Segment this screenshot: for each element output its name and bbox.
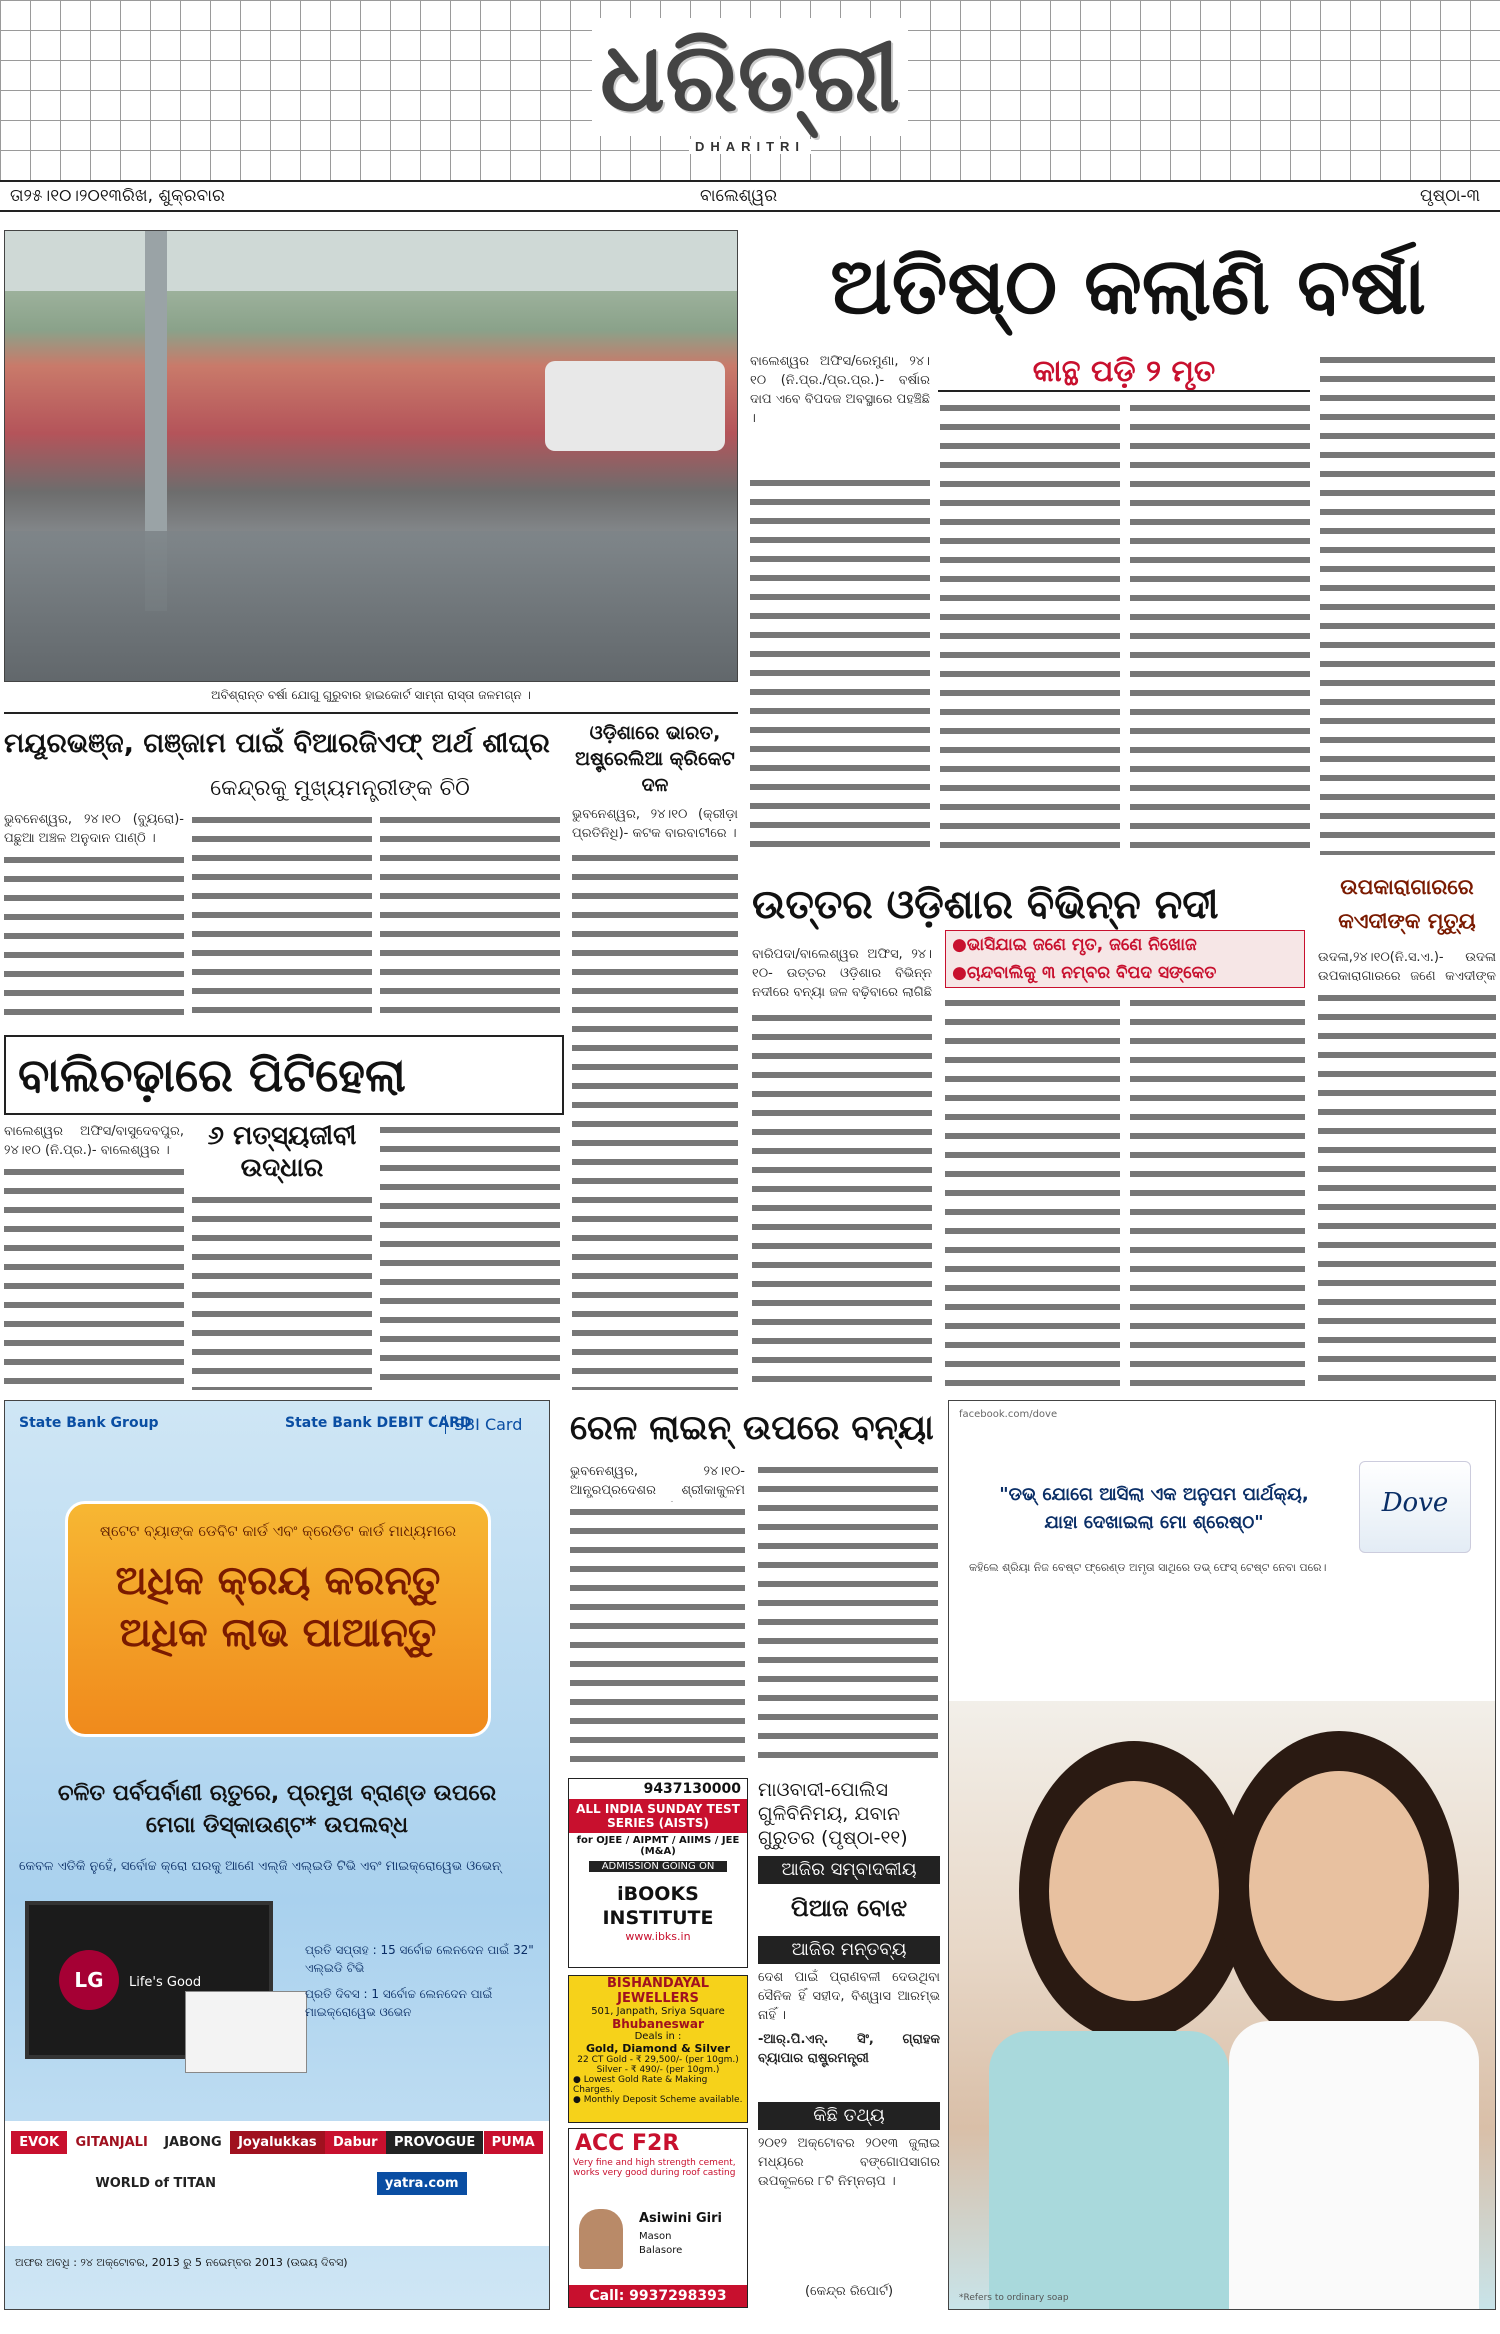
aists-url: www.ibks.in [625,1930,691,1943]
sbi-offer-panel [65,1501,491,1737]
brand-list [5,2121,549,2205]
lg-tagline: Life's Good [129,1975,202,1990]
river-headline: ଉତ୍ତର ଓଡ଼ିଶାର ବିଭିନ୍ନ ନଦୀ [752,882,1219,928]
cm-column-3 [380,812,560,1022]
dove-quote: "ଡଭ୍ ଯୋଗେ ଆସିଲା ଏକ ଅନୁପମ ପାର୍ଥକ୍ୟ, ଯାହା ଦେଖାଇଲା ମୋ ଶ୍ରେଷ୍ଠ" [999,1484,1309,1533]
sbi-group: State Bank Group [19,1415,159,1431]
f2r-call: Call: 9937298393 [569,2285,747,2307]
lead-photo[interactable] [4,230,738,682]
brand-strip [5,2121,549,2246]
rail-column-2 [758,1462,938,1770]
brand-jabong: JABONG [164,2135,222,2150]
model-right-face [1249,1771,1429,2001]
sidebar-label-facts: କିଛି ତଥ୍ୟ [758,2102,940,2130]
sidebar-editorial[interactable]: ପିଆଜ ବୋଝ [790,1894,908,1922]
newspaper-logo[interactable] [560,18,940,168]
aists-exams: for OJEE / AIPMT / AIIMS / JEE (M&A) [576,1835,740,1857]
sidebar-facts-author: (କେନ୍ଦ୍ର ରିପୋର୍ଟ) [804,2284,894,2299]
jail-headline: ଉପକାରାଗାରରେ କଏଦୀଙ୍କ ମୃତ୍ୟୁ [1338,875,1476,933]
cricket-dateline: ଭୁବନେଶ୍ୱର, ୨୪।୧୦ (କ୍ରୀଡ଼ା ପ୍ରତିନିଧି)- କଟକ ବାରବାଟୀରେ । [572,807,738,841]
brand-gitanjali: GITANJALI [75,2135,148,2150]
model-right-top [1229,2021,1479,2310]
river-dateline: ବାରିପଦା/ବାଲେଶ୍ୱର ଅଫିସ, ୨୪।୧୦- ଉତ୍ତର ଓଡ଼ିଶାର ବିଭିନ୍ନ ନଦୀରେ ବନ୍ୟା ଜଳ ବଢ଼ିବାରେ ଲାଗିଛି [752,947,932,1000]
lead-subhead: କାନ୍ଥ ପଡ଼ି ୨ ମୃତ [938,352,1310,392]
lead-column-3 [1130,400,1310,855]
jail-dateline: ଉଦଳା,୨୪।୧୦(ନି.ସ.ଏ.)- ଉଦଳା ଉପକାରାଗାରରେ ଜଣେ କଏଦୀଙ୍କ [1318,950,1496,984]
cm-subhead: କେନ୍ଦ୍ରକୁ ମୁଖ୍ୟମନ୍ତ୍ରୀଙ୍କ ଚିଠି [210,776,470,801]
page-number: ପୃଷ୍ଠା-୩ [1420,186,1480,206]
lead-column-2 [940,400,1120,855]
cm-dateline: ଭୁବନେଶ୍ୱର, ୨୪।୧୦ (ବ୍ୟୁରୋ)- ପଛୁଆ ଅଞ୍ଚଳ ଅନୁଦାନ ପାଣ୍ଠି । [4,812,184,846]
cm-column-2 [192,812,372,1022]
cricket-column-1 [572,850,738,1390]
sbi-card: SBI Card [445,1415,522,1434]
f2r-ad[interactable] [568,2128,748,2308]
photo-car [545,361,725,451]
sbi-advertisement[interactable] [4,1400,550,2310]
river-column-3 [1130,995,1305,1390]
sbi-weekly-prize: ପ୍ରତି ସପ୍ତାହ : 15 ସର୍ବୋଚ୍ଚ ଲେନଦେନ ପାଇଁ 32" ଏଲ୍ଇଡି ଟିଭି [305,1943,534,1975]
jail-column-1 [1318,990,1496,1390]
dove-body: କହିଲେ ଶ୍ରିୟା ନିଜ ବେଷ୍ଟ ଫ୍ରେଣ୍ଡ ଅମୃତା ସାଥିରେ ଡଭ୍ ଫେସ୍ ଟେଷ୍ଟ ନେବା ପରେ। [969,1561,1327,1574]
mason-photo [579,2209,623,2269]
brand-provogue: PROVOGUE [386,2131,483,2154]
brand-puma: PUMA [484,2131,543,2154]
jewellers-gold: 22 CT Gold - ₹ 29,500/- (per 10gm.) [577,2055,739,2065]
jewellers-items: Gold, Diamond & Silver [585,2042,731,2055]
sbi-offer-line-1: ଅଧିକ କ୍ରୟ କରନ୍ତୁ [115,1558,441,1604]
trawler-dateline: ବାଲେଶ୍ୱର ଅଫିସ/ବାସୁଦେବପୁର, ୨୪।୧୦ (ନି.ପ୍ର.)- ବାଲେଶ୍ୱର । [4,1124,184,1158]
sbi-debit: State Bank DEBIT CARD [285,1415,472,1431]
trawler-column-1 [4,1164,184,1390]
dove-advertisement[interactable] [948,1400,1496,2310]
sidebar-facts: ୨୦୧୨ ଅକ୍ଟୋବର ୨୦୧୩ ଜୁଲାଇ ମଧ୍ୟରେ ବଙ୍ଗୋପସାଗର ଉପକୂଳରେ ୮ଟି ନିମ୍ନଚାପ । [758,2136,940,2189]
cricket-headline: ଓଡ଼ିଶାରେ ଭାରତ, ଅଷ୍ଟ୍ରେଲିଆ କ୍ରିକେଟ ଦଳ [575,722,735,796]
river-column-1 [752,1010,932,1390]
lead-column-4 [1320,352,1495,855]
photo-caption: ଅବିଶ୍ରାନ୍ତ ବର୍ଷା ଯୋଗୁ ଗୁରୁବାର ହାଇକୋର୍ଟ ସାମ୍ନା ରାସ୍ତା ଜଳମଗ୍ନ । [211,688,531,702]
jewellers-name: BISHANDAYAL JEWELLERS [606,1976,710,2006]
brand-titan: WORLD of TITAN [95,2176,217,2191]
river-column-2 [945,995,1120,1390]
trawler-column-2 [192,1192,372,1390]
lg-logo: LG [59,1950,119,2010]
cm-column-1 [4,852,184,1022]
dove-brand: Dove [1381,1488,1449,1518]
model-left-face [1049,1781,1219,2001]
aists-ad[interactable] [568,1778,748,1968]
f2r-tag: Very fine and high strength cement, works very good during roof casting [573,2158,736,2178]
river-bullet-1: ●ଭାସିଯାଇ ଜଣେ ମୃତ, ଜଣେ ନିଖୋଜ [952,935,1197,955]
sidebar-label-editorial: ଆଜିର ସମ୍ବାଦକୀୟ [758,1856,940,1884]
f2r-role: Mason [639,2231,672,2242]
trawler-headline: ବାଲିଚଢ଼ାରେ ପିଟିହେଲା [18,1048,406,1102]
divider [4,712,738,714]
photo-sky [5,231,737,291]
sbi-festival-line-1: ଚଳିତ ପର୍ବପର୍ବାଣୀ ଋତୁରେ, ପ୍ରମୁଖ ବ୍ରାଣ୍ଡ ଉପରେ [57,1781,497,1806]
logo-text: ଧରିତ୍ରୀ [592,18,908,136]
rail-headline: ରେଳ ଲାଇନ୍ ଉପରେ ବନ୍ୟା [570,1408,934,1448]
brand-evok: EVOK [11,2131,67,2154]
brand-yatra: yatra.com [377,2172,467,2195]
brand-joyalukkas: Joyalukkas [230,2131,325,2154]
jewellers-address: 501, Janpath, Sriya Square [591,2006,725,2017]
sidebar-label-comment: ଆଜିର ମନ୍ତବ୍ୟ [758,1936,940,1964]
brand-dabur: Dabur [325,2131,386,2154]
aists-brand: iBOOKS INSTITUTE [602,1883,714,1929]
f2r-place: Balasore [639,2245,683,2256]
dove-pack [1359,1461,1471,1553]
sidebar-maoist[interactable]: ମାଓବାଦୀ-ପୋଲିସ ଗୁଳିବିନିମୟ, ଯବାନ ଗୁରୁତର (ପୃଷ୍ଠା-୧୧) [758,1779,908,1849]
masthead [0,0,1500,180]
lead-headline: ଅତିଷ୍ଠ କଲାଣି ବର୍ଷା [830,242,1426,332]
sbi-footer: ଅଫର ଅବଧି : ୨୪ ଅକ୍ଟୋବର, 2013 ରୁ 5 ନଭେମ୍ବର 2013 (ଉଭୟ ଦିବସ) [15,2256,348,2269]
river-bullet-2: ●ଚାନ୍ଦବାଲିକୁ ୩ ନମ୍ବର ବିପଦ ସଙ୍କେତ [952,963,1217,983]
sbi-offer-line-2: ଅଧିକ ଲାଭ ପାଆନ୍ତୁ [119,1610,437,1656]
dove-models-photo [949,1701,1495,2310]
jewellers-note-1: ● Lowest Gold Rate & Making Charges. [573,2075,708,2095]
f2r-person: Asiwini Giri [639,2211,722,2226]
river-bullets-box [945,930,1305,988]
photo-floodwater [5,531,737,682]
dove-footnote: *Refers to ordinary soap [959,2293,1069,2303]
trawler-column-3 [380,1122,560,1390]
sbi-daily-prize: ପ୍ରତି ଦିବସ : 1 ସର୍ବୋଚ୍ଚ ଲେନଦେନ ପାଇଁ ମାଇକ୍ରୋୱେଭ ଓଭେନ [305,1987,493,2019]
cm-headline: ମୟୂରଭଞ୍ଜ, ଗଞ୍ଜାମ ପାଇଁ ବିଆରଜିଏଫ୍ ଅର୍ଥ ଶୀଘ୍ର [4,728,550,759]
jewellers-city: Bhubaneswar [612,2017,704,2031]
jewellers-silver: Silver - ₹ 490/- (per 10gm.) [596,2065,720,2075]
trawler-subhead: ୬ ମତ୍ସ୍ୟଜୀବୀ ଉଦ୍ଧାର [207,1121,357,1183]
sbi-product-line: କେବଳ ଏତିକି ନୁହେଁ, ସର୍ବୋଚ୍ଚ କ୍ରୋ ଘରକୁ ଆଣେ ଏଲ୍ଜି ଏଲ୍ଇଡି ଟିଭି ଏବଂ ମାଇକ୍ରୋୱେଭ ଓଭେନ୍ [19,1859,501,1874]
jewellers-ad[interactable] [568,1975,748,2123]
issue-date: ତା୨୫।୧୦।୨୦୧୩ରିଖ, ଶୁକ୍ରବାର [10,186,225,206]
aists-phone: 9437130000 [643,1781,741,1797]
lead-column-1 [750,475,930,855]
sbi-prize-box [305,1941,535,2051]
jewellers-note-2: ● Monthly Deposit Scheme available. [573,2095,743,2105]
dove-site: facebook.com/dove [959,1409,1058,1420]
sbi-tagline: ଷ୍ଟେଟ ବ୍ୟାଙ୍କ ଡେବିଟ କାର୍ଡ ଏବଂ କ୍ରେଡିଟ କାର୍ଡ ମାଧ୍ୟମରେ [99,1522,457,1540]
lead-dateline: ବାଲେଶ୍ୱର ଅଫିସ/ରେମୁଣା, ୨୪।୧୦ (ନି.ପ୍ର./ପ୍ର.ପ୍ର.)- ବର୍ଷାର ଦାପ ଏବେ ବିପଦଜ ଅବସ୍ଥାରେ ପହଞ୍ଚିଛି । [750,354,930,426]
dateline-bar [0,180,1500,212]
edition-city: ବାଲେଶ୍ୱର [700,186,778,206]
sidebar-comment-author: -ଆର୍.ପି.ଏନ୍. ସିଂ, ଗ୍ରାହକ ବ୍ୟାପାର ରାଷ୍ଟ୍ରମନ୍ତ୍ରୀ [758,2032,940,2066]
f2r-brand: ACC F2R [575,2131,680,2156]
jewellers-deals: Deals in : [634,2031,682,2042]
aists-title: ALL INDIA SUNDAY TEST SERIES (AISTS) [569,1799,747,1833]
model-left-top [989,2031,1229,2310]
sidebar-comment: ଦେଶ ପାଇଁ ପ୍ରାଣବଳୀ ଦେଉଥିବା ସୈନିକ ହିଁ ସହୀଦ, ବିଶ୍ୱାସ ଆରମ୍ଭ ନାହିଁ । [758,1970,940,2023]
sbi-festival-line-2: ମେଗା ଡିସ୍କାଉଣ୍ଟ* ଉପଲବ୍ଧ [145,1813,409,1838]
rail-column-1 [570,1504,745,1770]
rail-dateline: ଭୁବନେଶ୍ୱର, ୨୪।୧୦- ଆନ୍ଧ୍ରପ୍ରଦେଶର ଶ୍ରୀକାକୁଳମ [570,1464,745,1498]
logo-subtitle: DHARITRI [689,139,811,154]
microwave-image [185,1991,307,2073]
aists-admission: ADMISSION GOING ON [589,1861,727,1872]
trawler-headline-box [4,1035,564,1115]
